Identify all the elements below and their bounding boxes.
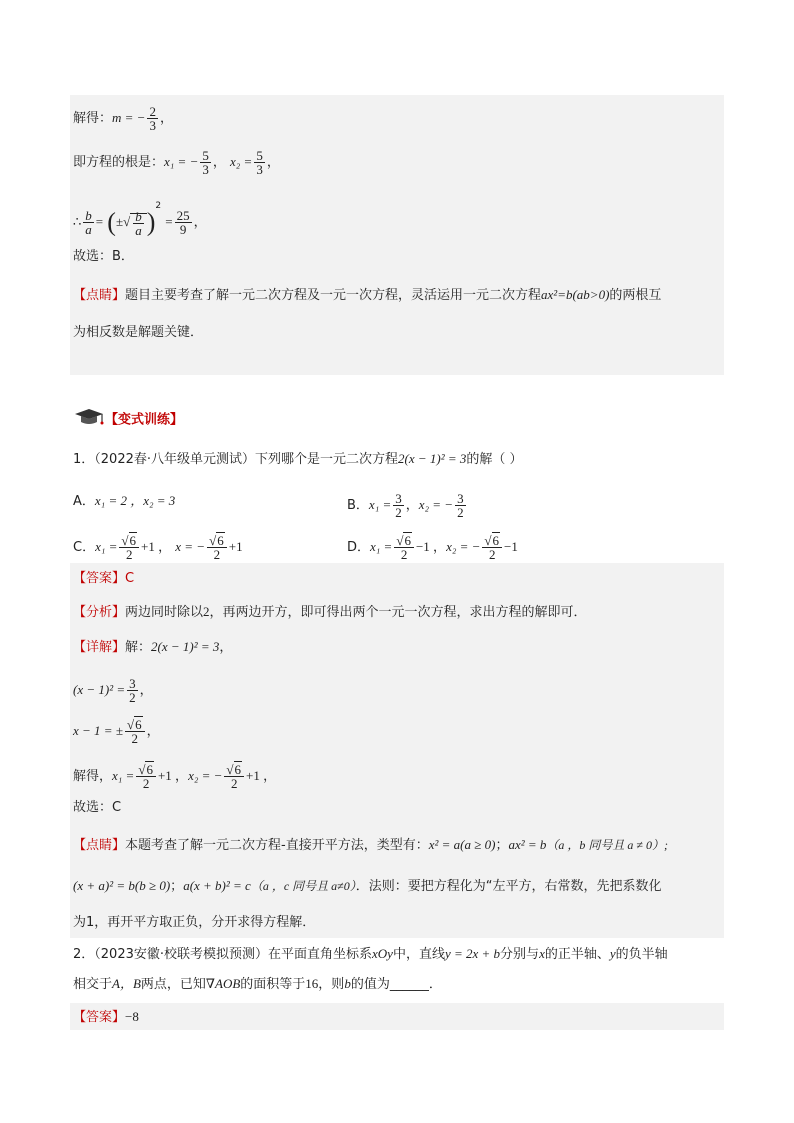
therefore-symbol: ∴ — [73, 215, 82, 230]
q2-stem-1 — [73, 945, 668, 964]
math-expr: y — [609, 946, 616, 961]
frac-num: 5 — [202, 148, 209, 163]
analysis-label: 【分析】 — [73, 605, 126, 620]
frac-den: 2 — [400, 547, 408, 562]
math-expr: ax²=b(ab>0) — [541, 287, 610, 302]
analysis-text: 两边同时除以 — [125, 605, 204, 620]
q1-comment-2 — [73, 877, 662, 896]
math-expr: ax² = b — [508, 837, 547, 852]
section-title: 【变式训练】 — [105, 412, 184, 428]
fraction — [133, 210, 144, 237]
frac-den: 3 — [202, 162, 209, 177]
math-expr: (x + a)² = b(b ≥ 0) — [73, 878, 171, 893]
radicand: 6 — [146, 762, 153, 777]
math-expr: x − 1 = ± — [73, 723, 123, 738]
math-expr: x₁ = — [95, 539, 118, 554]
option-label: D． — [347, 540, 371, 555]
math-expr: x₂ = − — [188, 768, 223, 783]
fraction — [207, 534, 227, 561]
comment-label: 【点睛】 — [73, 288, 126, 303]
frac-num: 5 — [256, 148, 263, 163]
question-text: 的正半轴、 — [544, 947, 610, 962]
solution-line-2 — [73, 149, 280, 176]
analysis-text: ，再两边开方，即可得出两个一元一次方程，求出方程的解即可． — [209, 605, 587, 620]
math-expr: −1 — [504, 539, 518, 554]
question-text: 相交于 — [73, 977, 113, 992]
q2-answer — [73, 1008, 139, 1027]
math-expr: x₁ = − — [164, 154, 199, 169]
frac-den: 2 — [142, 776, 150, 791]
frac-den: 3 — [256, 162, 263, 177]
solution-comment-2: 为相反数是解题关键． — [73, 325, 204, 340]
math-expr: xOy — [372, 946, 393, 961]
question-text: 的面积等于 — [240, 977, 306, 992]
answer-label: 【答案】 — [73, 571, 126, 586]
frac-num: √6 — [482, 534, 502, 548]
punct: ， — [146, 724, 160, 739]
solution-text: 即方程的根是： — [73, 155, 165, 170]
answer-label: 【答案】 — [73, 1010, 126, 1025]
math-expr: a(x + b)² = c — [183, 878, 251, 893]
math-expr: +1 ， — [141, 539, 172, 554]
radicand: 6 — [404, 533, 411, 548]
section-heading — [73, 408, 183, 432]
frac-num: √6 — [119, 534, 139, 548]
punct: ， — [139, 683, 153, 698]
question-text: 的解（ ） — [466, 452, 523, 467]
q2-stem-2 — [73, 975, 442, 994]
solution-comment-1 — [73, 286, 661, 305]
fraction — [455, 492, 466, 519]
frac-den: 2 — [230, 776, 238, 791]
math-expr: x — [539, 946, 545, 961]
punct: ， — [212, 155, 226, 170]
frac-num: 3 — [395, 491, 402, 506]
solution-text: 解得： — [73, 111, 113, 126]
q1-comment-1 — [73, 836, 668, 855]
frac-num: √6 — [224, 763, 244, 777]
fraction — [482, 534, 502, 561]
fraction — [254, 149, 265, 176]
answer-value: C — [125, 571, 135, 586]
comment-text: 的两根互 — [609, 288, 662, 303]
fraction — [147, 105, 158, 132]
frac-num: √6 — [207, 534, 227, 548]
math-expr: ∇AOB — [205, 976, 241, 991]
frac-num: 25 — [176, 208, 190, 223]
radicand: 6 — [492, 533, 500, 548]
solution-line-1 — [73, 105, 173, 132]
frac-den: a — [85, 222, 92, 237]
q1-comment-3: 为1，再开平方取正负，分开求得方程解． — [73, 915, 316, 930]
radicand: 6 — [135, 717, 142, 732]
punct: ， — [159, 111, 173, 126]
paren-right: ) — [146, 207, 156, 237]
frac-num: 2 — [149, 104, 156, 119]
frac-num: √6 — [394, 534, 414, 548]
frac-den: 3 — [149, 118, 156, 133]
question-text: 2．（2023安徽·校联考模拟预测）在平面直角坐标系 — [73, 947, 372, 962]
q1-option-a — [73, 492, 175, 511]
detail-label: 【详解】 — [73, 640, 126, 655]
math-expr: x₂ = − — [446, 539, 481, 554]
radicand: 6 — [234, 762, 242, 777]
fraction — [394, 534, 414, 561]
frac-den: 2 — [213, 547, 221, 562]
punct: ， — [193, 215, 207, 230]
math-expr: 16 — [305, 976, 319, 991]
q1-detail-5: 故选：C — [73, 800, 122, 815]
fraction — [200, 149, 211, 176]
math-expr: x² = a(a ≥ 0) — [428, 837, 496, 852]
question-text: 的值为______． — [350, 977, 442, 992]
q1-answer — [73, 570, 134, 588]
math-expr: x₁ = — [370, 539, 393, 554]
question-text: ，则 — [318, 977, 345, 992]
fraction — [136, 763, 156, 790]
detail-text: 解得， — [73, 769, 113, 784]
math-expr: y = 2x + b — [444, 946, 501, 961]
option-label: C． — [73, 540, 96, 555]
frac-den: a — [135, 222, 142, 238]
math-expr: +1 ， — [246, 768, 277, 783]
punct: ， — [219, 640, 233, 655]
punct: ， — [266, 155, 280, 170]
question-text: 分别与 — [500, 947, 540, 962]
solution-line-4: 故选：B． — [73, 249, 134, 264]
graduation-cap-icon — [73, 408, 105, 432]
math-expr: x₁ = — [368, 497, 392, 512]
punct: ， — [405, 498, 419, 513]
comment-text: ．法则：要把方程化为“左平方，右常数，先把系数化 — [355, 879, 662, 894]
math-expr: x₁ = — [112, 768, 135, 783]
math-expr: x₂ = — [230, 154, 253, 169]
frac-den: 2 — [129, 690, 136, 705]
q1-detail-1 — [73, 638, 232, 657]
fraction — [393, 492, 404, 519]
frac-num: √6 — [125, 718, 145, 732]
math-expr: +1 — [228, 539, 243, 554]
question-text: 的负半轴 — [615, 947, 668, 962]
frac-num: b — [85, 208, 92, 223]
solution-line-3 — [73, 197, 207, 237]
fraction — [125, 718, 145, 745]
question-text: 两点，已知 — [140, 977, 206, 992]
frac-num: b — [135, 208, 142, 224]
q2-answer-band — [70, 1003, 724, 1030]
sqrt-expr: √ $\frac{b}{a}$ — [123, 213, 147, 229]
frac-den: 2 — [488, 547, 496, 562]
math-expr: A，B — [112, 976, 141, 991]
answer-value: −8 — [125, 1009, 139, 1024]
q1-detail-4 — [73, 763, 276, 790]
option-text: x₁ = 2 ，x₂ = 3 — [94, 493, 176, 508]
question-text: 1．（2022春·八年级单元测试）下列哪个是一元二次方程 — [73, 452, 398, 467]
frac-num: √6 — [136, 763, 156, 777]
option-label: B． — [347, 498, 369, 513]
paren-left: ( — [107, 207, 116, 237]
math-expr: 2(x − 1)² = 3 — [398, 451, 467, 466]
q1-analysis — [73, 603, 587, 622]
math-expr: +1 ， — [157, 768, 189, 783]
math-expr: x = − — [175, 539, 206, 554]
frac-den: 2 — [395, 505, 402, 520]
math-op: ± — [115, 214, 124, 229]
math-expr: m = − — [112, 110, 146, 125]
comment-text: （a ，b 同号且 a ≠ 0）; — [546, 838, 669, 852]
radicand: 6 — [129, 533, 137, 548]
frac-num: 3 — [129, 676, 136, 691]
comment-text: （a ，c 同号且 a≠0） — [250, 879, 356, 893]
option-label: A． — [73, 494, 95, 509]
q1-detail-2 — [73, 677, 153, 704]
math-expr: −1 ， — [415, 539, 447, 554]
question-text: 中，直线 — [392, 947, 445, 962]
math-expr: b — [344, 976, 351, 991]
fraction — [175, 209, 192, 236]
frac-num: 3 — [457, 491, 464, 506]
comment-text: 题目主要考查了解一元二次方程及一元一次方程，灵活运用一元二次方程 — [125, 288, 542, 303]
frac-den: 2 — [457, 505, 464, 520]
punct: ； — [495, 838, 509, 853]
frac-den: 2 — [125, 547, 133, 562]
fraction — [224, 763, 244, 790]
comment-text: 本题考查了解一元二次方程-直接开平方法，类型有： — [125, 838, 429, 853]
math-op: = — [165, 214, 173, 229]
q1-stem — [73, 450, 523, 469]
q1-option-d — [347, 534, 518, 561]
math-expr: x₂ = − — [418, 497, 454, 512]
exponent: 2 — [155, 201, 162, 211]
detail-text: 解： — [125, 640, 152, 655]
fraction — [83, 209, 94, 236]
q1-detail-3 — [73, 718, 160, 745]
frac-den: 2 — [131, 731, 139, 746]
fraction — [127, 677, 138, 704]
fraction — [119, 534, 139, 561]
frac-den: 9 — [179, 222, 187, 237]
math-expr: 2 — [203, 604, 210, 619]
comment-label: 【点睛】 — [73, 838, 126, 853]
q1-option-c — [73, 534, 243, 561]
q1-option-b — [347, 492, 468, 519]
math-op: = — [95, 214, 104, 229]
radicand: 6 — [217, 533, 224, 548]
punct: ； — [170, 879, 184, 894]
math-expr: 2(x − 1)² = 3 — [151, 639, 220, 654]
math-expr: (x − 1)² = — [73, 682, 126, 697]
